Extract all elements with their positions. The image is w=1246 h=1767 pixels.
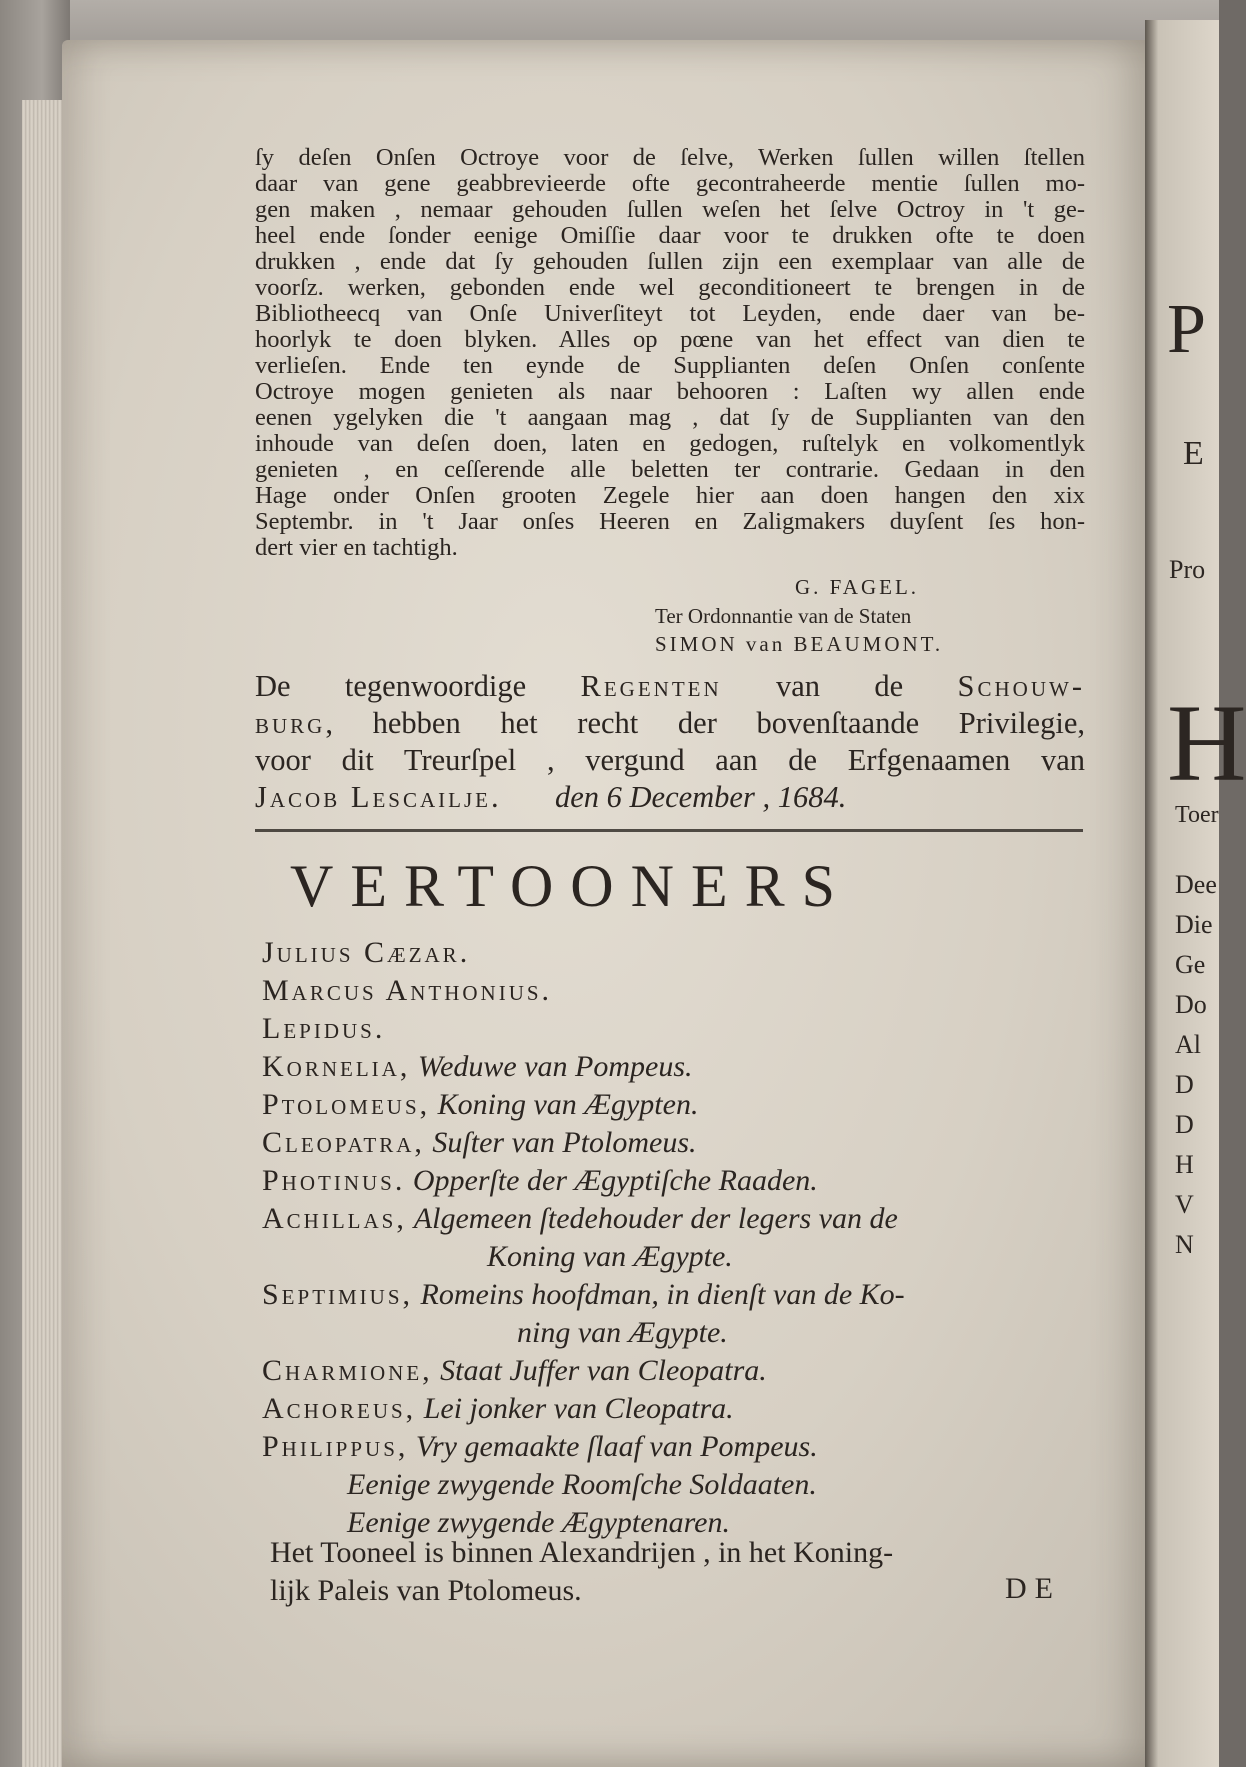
setting-line: lijk Paleis van Ptolomeus.: [270, 1574, 582, 1607]
character-name: Philippus,: [262, 1430, 409, 1463]
cast-row: [262, 1048, 1092, 1086]
character-desc: Romeins hoofdman, in dienſt van de Ko-: [413, 1278, 905, 1311]
privilege-text: [255, 145, 1085, 561]
cast-row: [262, 1200, 1092, 1238]
character-name: Achillas,: [262, 1202, 407, 1235]
privilege-line: inhoude van deſen doen, laten en gedogen, ruſtelyk en volkomentlyk: [255, 430, 1085, 457]
regenten-text: van de: [721, 669, 958, 703]
character-name: Photinus.: [262, 1164, 406, 1197]
facing-fragment: Die: [1175, 910, 1213, 939]
facing-fragment: N: [1175, 1230, 1194, 1259]
character-name: Charmione,: [262, 1354, 433, 1387]
signature-fagel: G. FAGEL.: [795, 575, 920, 599]
character-name: Ptolomeus,: [262, 1088, 431, 1121]
regenten-line-1: [255, 668, 1085, 705]
privilege-line: Bibliotheecq van Onſe Univerſiteyt tot Leyden, ende daer van be-: [255, 300, 1085, 327]
facing-fragment: H: [1175, 1150, 1194, 1179]
character-name: Kornelia,: [262, 1050, 411, 1083]
cast-row: [262, 1276, 1092, 1314]
silent-roles: Eenige zwygende Ægyptenaren.: [347, 1506, 730, 1539]
publisher-name: Jacob Lescailje.: [255, 780, 502, 814]
character-desc: Opperſte der Ægyptiſche Raaden.: [405, 1164, 818, 1197]
character-name: Julius Cæzar.: [262, 936, 471, 969]
character-desc: Koning van Ægypte.: [487, 1240, 733, 1273]
character-desc: Koning van Ægypten.: [430, 1088, 699, 1121]
facing-word-pro: Pro: [1169, 555, 1206, 584]
privilege-line: drukken , ende dat ſy gehouden ſullen zijn een exemplaar van alle de: [255, 248, 1085, 275]
character-desc: Vry gemaakte ſlaaf van Pompeus.: [408, 1430, 818, 1463]
facing-letter-e: E: [1183, 435, 1204, 472]
regenten-text: De tegenwoordige: [255, 669, 581, 703]
facing-fragment: Ge: [1175, 950, 1206, 979]
character-name: Lepidus.: [262, 1012, 386, 1045]
silent-roles: Eenige zwygende Roomſche Soldaaten.: [347, 1468, 817, 1501]
cast-list: [262, 934, 1092, 1542]
character-desc: Suſter van Ptolomeus.: [424, 1126, 697, 1159]
facing-fragment: D: [1175, 1110, 1194, 1139]
schouwburg-word: Schouw-: [957, 669, 1085, 703]
facing-fragment: V: [1175, 1190, 1194, 1219]
catchword: DE: [1005, 1572, 1061, 1605]
facing-fragments: [1175, 865, 1217, 1265]
cast-row: [262, 1428, 1092, 1466]
facing-fragment: Do: [1175, 990, 1207, 1019]
character-desc: Lei jonker van Cleopatra.: [416, 1392, 734, 1425]
privilege-line: Hage onder Onſen grooten Zegele hier aan doen hangen den xix: [255, 482, 1085, 509]
privilege-line: gen maken , nemaar gehouden ſullen weſen het ſelve Octroy in 't ge-: [255, 196, 1085, 223]
setting-line: Het Tooneel is binnen Alexandrijen , in het Koning-: [270, 1536, 894, 1569]
character-desc: Weduwe van Pompeus.: [410, 1050, 693, 1083]
cast-row: [262, 1390, 1092, 1428]
regenten-line-2: [255, 705, 1085, 742]
facing-page: [1145, 20, 1246, 1767]
privilege-line: Septembr. in 't Jaar onſes Heeren en Zaligmakers duyſent ſes hon-: [255, 508, 1085, 535]
privilege-line: dert vier en tachtigh.: [255, 534, 458, 561]
privilege-line: hoorlyk te doen blyken. Alles op pœne van het effect van dien te: [255, 326, 1085, 353]
character-name: Septimius,: [262, 1278, 414, 1311]
regenten-text: , hebben het recht der bovenſtaande Privilegie,: [325, 706, 1085, 740]
privilege-line: ſy deſen Onſen Octroye voor de ſelve, Werken ſullen willen ſtellen: [255, 144, 1085, 171]
cast-row: [262, 1086, 1092, 1124]
cast-row: [262, 1352, 1092, 1390]
facing-fragment: Al: [1175, 1030, 1201, 1059]
privilege-line: daar van gene geabbrevieerde ofte gecontraheerde mentie ſullen mo-: [255, 170, 1085, 197]
regenten-line-4: [255, 779, 1085, 816]
cast-row-continued: [262, 1314, 1092, 1352]
cast-row: [262, 934, 1092, 972]
ordonnantie-line: Ter Ordonnantie van de Staten: [655, 604, 912, 628]
character-desc: Algemeen ſtedehouder der legers van de: [406, 1202, 898, 1235]
character-desc: ning van Ægypte.: [517, 1316, 728, 1349]
section-rule: [255, 829, 1083, 832]
regenten-word: Regenten: [580, 669, 722, 703]
cast-row: [262, 1162, 1092, 1200]
privilege-line: Octroye mogen genieten als naar behooren : Laſten wy allen ende: [255, 378, 1085, 405]
privilege-date: den 6 December , 1684.: [554, 780, 847, 814]
regenten-paragraph: [255, 668, 1085, 816]
character-desc: Staat Juffer van Cleopatra.: [432, 1354, 767, 1387]
character-name: Cleopatra,: [262, 1126, 425, 1159]
character-name: Marcus Anthonius.: [262, 974, 553, 1007]
regenten-line-3: voor dit Treurſpel , vergund aan de Erfgenaamen van: [255, 743, 1085, 777]
facing-fragment: Dee: [1175, 870, 1217, 899]
privilege-line: eenen ygelyken die 't aangaan mag , dat ſy de Supplianten van den: [255, 404, 1085, 431]
privilege-line: voorſz. werken, gebonden ende wel geconditioneert te brengen in de: [255, 274, 1085, 301]
cast-row: [262, 972, 1092, 1010]
privilege-line: verlieſen. Ende ten eynde de Supplianten deſen Onſen conſente: [255, 352, 1085, 379]
scene-setting: [270, 1534, 1080, 1610]
cast-row: [262, 1124, 1092, 1162]
privilege-line: heel ende ſonder eenige Omiſſie daar voor te drukken ofte te doen: [255, 222, 1085, 249]
privilege-line: genieten , en ceſſerende alle beletten ter contrarie. Gedaan in den: [255, 456, 1085, 483]
facing-fragment: D: [1175, 1070, 1194, 1099]
secretary-name: SIMON van BEAUMONT.: [655, 632, 944, 656]
cast-row: [262, 1010, 1092, 1048]
cast-row-continued: [262, 1238, 1092, 1276]
facing-letter-h: H: [1167, 682, 1246, 804]
burg-word: burg: [255, 706, 326, 740]
cast-heading: VERTOONERS: [290, 853, 852, 919]
character-name: Achoreus,: [262, 1392, 417, 1425]
facing-letter-p: P: [1167, 291, 1206, 368]
facing-word-toer: Toer: [1175, 802, 1219, 828]
